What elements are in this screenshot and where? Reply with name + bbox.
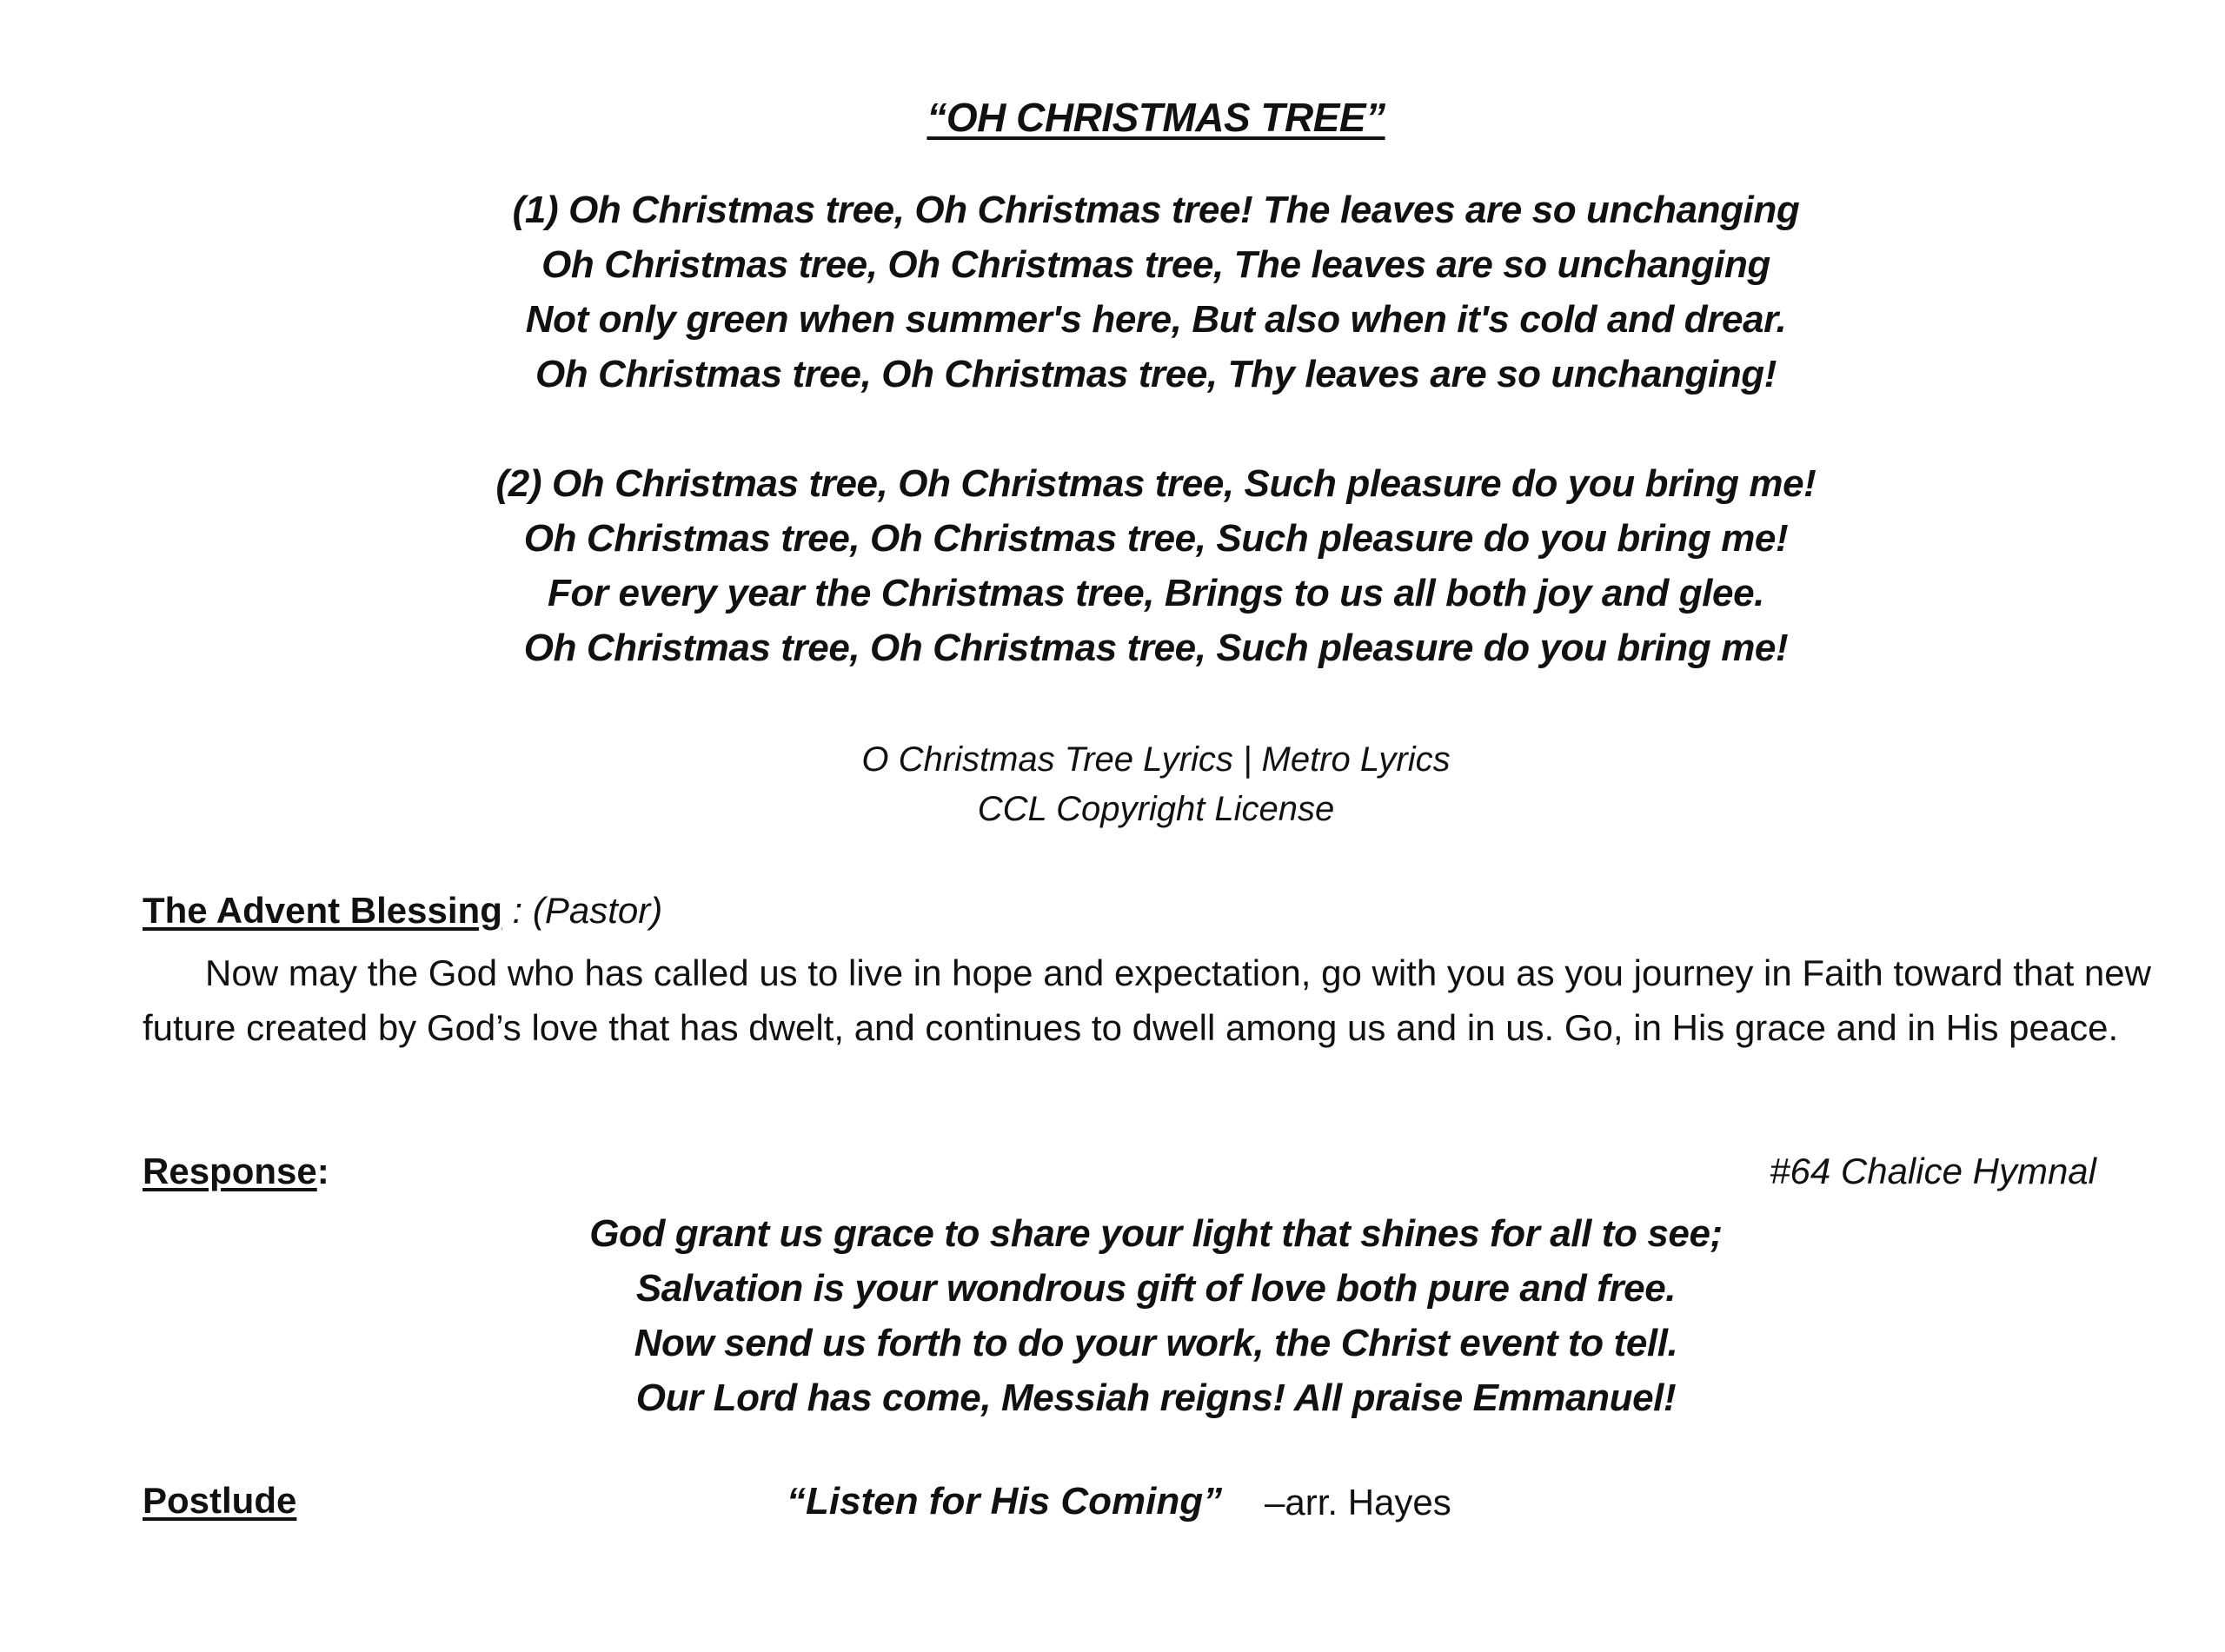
- song-verse-2: [0, 456, 2225, 675]
- postlude-arranger: –arr. Hayes: [1265, 1482, 1451, 1523]
- blessing-speaker: : (Pastor): [501, 890, 663, 931]
- verse-line: For every year the Christmas tree, Brings to us all both joy and glee.: [548, 572, 1764, 614]
- hymnal-reference: #64 Chalice Hymnal: [1770, 1151, 2096, 1191]
- response-heading-colon: :: [316, 1151, 329, 1191]
- response-line: Our Lord has come, Messiah reigns! All praise Emmanuel!: [635, 1377, 1677, 1419]
- verse-line: Oh Christmas tree, Oh Christmas tree, Such pleasure do you bring me!: [523, 517, 1789, 560]
- blessing-heading: [143, 890, 662, 932]
- response-line: God grant us grace to share your light that shines for all to see;: [589, 1212, 1723, 1255]
- response-heading-label: Response: [143, 1151, 317, 1191]
- verse-line: Oh Christmas tree, Oh Christmas tree, Thy leaves are so unchanging!: [535, 353, 1777, 395]
- verse-line: Oh Christmas tree, Oh Christmas tree, Such pleasure do you bring me!: [523, 627, 1789, 669]
- verse-line: (1) Oh Christmas tree, Oh Christmas tree! The leaves are so unchanging: [512, 189, 1800, 231]
- response-line: Salvation is your wondrous gift of love both pure and free.: [635, 1267, 1677, 1310]
- response-line: Now send us forth to do your work, the Christ event to tell.: [634, 1322, 1678, 1364]
- response-verse: [0, 1206, 2225, 1425]
- song-title: “OH CHRISTMAS TREE”: [927, 95, 1385, 140]
- credit-line: O Christmas Tree Lyrics | Metro Lyrics: [861, 740, 1451, 779]
- verse-line: Oh Christmas tree, Oh Christmas tree, The leaves are so unchanging: [541, 243, 1770, 286]
- blessing-heading-label: The Advent Blessing: [143, 890, 502, 931]
- postlude-heading: Postlude: [143, 1480, 297, 1521]
- verse-line: Not only green when summer's here, But also when it's cold and drear.: [525, 298, 1787, 341]
- verse-line: (2) Oh Christmas tree, Oh Christmas tree, Such pleasure do you bring me!: [495, 462, 1817, 505]
- response-heading: [143, 1151, 329, 1192]
- song-credits: [0, 735, 2225, 834]
- credit-line: CCL Copyright License: [977, 790, 1335, 828]
- postlude-piece-title: “Listen for His Coming”: [787, 1480, 1223, 1523]
- song-verse-1: [0, 182, 2225, 401]
- blessing-text: Now may the God who has called us to live in hope and expectation, go with you as you journey in Faith toward that new future created by God’s love that has dwelt, and continues to dwell among us and in us. Go, in His grace and in His peace.: [143, 952, 2151, 1048]
